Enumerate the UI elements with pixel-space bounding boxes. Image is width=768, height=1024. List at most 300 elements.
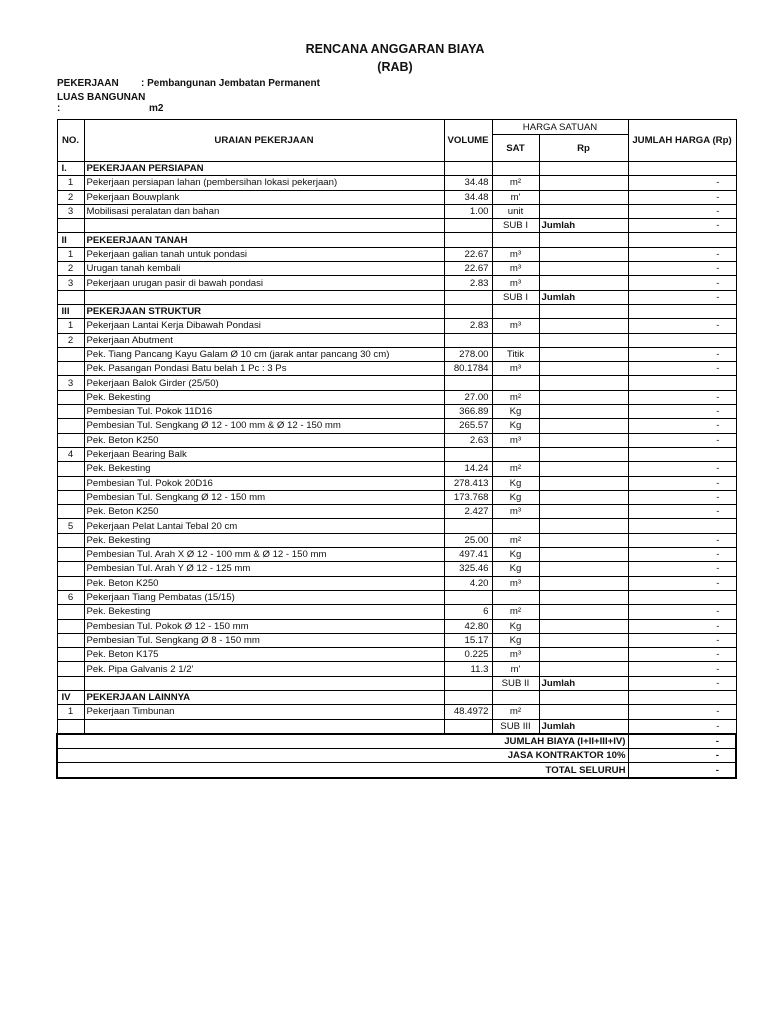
table-row: [57, 376, 736, 390]
row-no: 2: [57, 262, 84, 276]
sat-cell: m²: [492, 462, 539, 476]
volume-cell: 80.1784: [444, 362, 492, 376]
sat-cell: m³: [492, 362, 539, 376]
row-no: 1: [57, 176, 84, 190]
pekerjaan-value: : Pembangunan Jembatan Permanent: [141, 78, 320, 89]
volume-cell: 278.413: [444, 476, 492, 490]
row-no: I.: [57, 162, 84, 176]
rp-cell: [539, 505, 628, 519]
rp-cell: [539, 447, 628, 461]
volume-cell: 42.80: [444, 619, 492, 633]
row-no: 4: [57, 447, 84, 461]
jumlah-cell: -: [628, 462, 736, 476]
sat-cell: m³: [492, 576, 539, 590]
row-no: II: [57, 233, 84, 247]
summary-row: [57, 749, 736, 763]
volume-cell: 22.67: [444, 262, 492, 276]
section-row: [57, 304, 736, 318]
jumlah-cell: [628, 376, 736, 390]
row-no: [57, 390, 84, 404]
jumlah-cell: -: [628, 433, 736, 447]
uraian-cell: Pekerjaan Abutment: [84, 333, 444, 347]
uraian-cell: Pekerjaan urugan pasir di bawah pondasi: [84, 276, 444, 290]
luas-value: m2: [149, 103, 164, 114]
volume-cell: [444, 162, 492, 176]
sat-cell: SUB II: [492, 676, 539, 690]
rp-cell: [539, 648, 628, 662]
jumlah-cell: -: [628, 548, 736, 562]
uraian-cell: [84, 719, 444, 734]
table-row: [57, 276, 736, 290]
jumlah-cell: -: [628, 419, 736, 433]
sat-cell: [492, 519, 539, 533]
rp-cell: [539, 605, 628, 619]
rp-cell: [539, 619, 628, 633]
table-row: [57, 319, 736, 333]
row-no: [57, 505, 84, 519]
table-row: [57, 204, 736, 218]
table-row: [57, 362, 736, 376]
document-title: RENCANA ANGGARAN BIAYA: [305, 42, 485, 56]
uraian-cell: Pekerjaan Bouwplank: [84, 190, 444, 204]
row-no: [57, 362, 84, 376]
volume-cell: 0.225: [444, 648, 492, 662]
volume-cell: [444, 233, 492, 247]
sat-cell: Kg: [492, 419, 539, 433]
header-rp: Rp: [539, 135, 628, 162]
volume-cell: [444, 447, 492, 461]
sat-cell: m²: [492, 176, 539, 190]
sat-cell: m³: [492, 433, 539, 447]
rp-cell: [539, 405, 628, 419]
table-row: [57, 447, 736, 461]
rp-cell: [539, 548, 628, 562]
sat-cell: Kg: [492, 548, 539, 562]
section-row: [57, 233, 736, 247]
jumlah-cell: -: [628, 719, 736, 734]
sat-cell: [492, 333, 539, 347]
volume-cell: 34.48: [444, 190, 492, 204]
jumlah-cell: -: [628, 705, 736, 719]
row-no: [57, 662, 84, 676]
table-row: [57, 662, 736, 676]
table-row: [57, 333, 736, 347]
rp-cell: [539, 433, 628, 447]
table-row: [57, 619, 736, 633]
header-volume: VOLUME: [444, 120, 492, 162]
rp-cell: Jumlah: [539, 676, 628, 690]
table-row: [57, 247, 736, 261]
table-row: [57, 490, 736, 504]
uraian-cell: Pekerjaan Lantai Kerja Dibawah Pondasi: [84, 319, 444, 333]
rp-cell: [539, 204, 628, 218]
section-title: PEKEERJAAN TANAH: [84, 233, 444, 247]
volume-cell: [444, 376, 492, 390]
jumlah-cell: [628, 519, 736, 533]
jumlah-cell: -: [628, 405, 736, 419]
volume-cell: 2.83: [444, 319, 492, 333]
jumlah-cell: [628, 447, 736, 461]
summary-label: TOTAL SELURUH: [57, 763, 628, 778]
sat-cell: Kg: [492, 476, 539, 490]
area-info-row: [57, 92, 163, 114]
sat-cell: Kg: [492, 405, 539, 419]
table-body: [57, 162, 736, 734]
section-title: PEKERJAAN STRUKTUR: [84, 304, 444, 318]
uraian-cell: Pek. Beton K175: [84, 648, 444, 662]
header-sat: SAT: [492, 135, 539, 162]
rp-cell: [539, 347, 628, 361]
jumlah-cell: [628, 233, 736, 247]
jumlah-cell: -: [628, 347, 736, 361]
jumlah-cell: -: [628, 319, 736, 333]
rp-cell: [539, 490, 628, 504]
table-row: [57, 190, 736, 204]
uraian-cell: Pekerjaan Balok Girder (25/50): [84, 376, 444, 390]
volume-cell: [444, 290, 492, 304]
sat-cell: m³: [492, 247, 539, 261]
row-no: [57, 433, 84, 447]
sat-cell: [492, 447, 539, 461]
sat-cell: [492, 233, 539, 247]
uraian-cell: Pek. Pipa Galvanis 2 1/2': [84, 662, 444, 676]
rp-cell: [539, 690, 628, 704]
table-row: [57, 648, 736, 662]
rp-cell: [539, 705, 628, 719]
volume-cell: 173.768: [444, 490, 492, 504]
subtotal-row: [57, 219, 736, 233]
rp-cell: [539, 176, 628, 190]
volume-cell: 325.46: [444, 562, 492, 576]
jumlah-cell: -: [628, 262, 736, 276]
row-no: [57, 405, 84, 419]
table-row: [57, 390, 736, 404]
row-no: 2: [57, 190, 84, 204]
rp-cell: [539, 590, 628, 604]
summary-value: -: [628, 749, 736, 763]
section-title: PEKERJAAN PERSIAPAN: [84, 162, 444, 176]
table-row: [57, 505, 736, 519]
uraian-cell: Pek. Bekesting: [84, 533, 444, 547]
rp-cell: Jumlah: [539, 290, 628, 304]
uraian-cell: Pek. Pasangan Pondasi Batu belah 1 Pc : 3 Ps: [84, 362, 444, 376]
volume-cell: 11.3: [444, 662, 492, 676]
rp-cell: [539, 519, 628, 533]
jumlah-cell: -: [628, 533, 736, 547]
row-no: [57, 476, 84, 490]
summary-row: [57, 734, 736, 749]
jumlah-cell: -: [628, 576, 736, 590]
table-row: [57, 605, 736, 619]
volume-cell: 497.41: [444, 548, 492, 562]
table-row: [57, 590, 736, 604]
table-row: [57, 476, 736, 490]
rp-cell: [539, 333, 628, 347]
subtotal-row: [57, 290, 736, 304]
header-uraian: URAIAN PEKERJAAN: [84, 120, 444, 162]
volume-cell: 34.48: [444, 176, 492, 190]
sat-cell: Kg: [492, 562, 539, 576]
summary-row: [57, 763, 736, 778]
volume-cell: [444, 690, 492, 704]
uraian-cell: Pek. Beton K250: [84, 576, 444, 590]
uraian-cell: Urugan tanah kembali: [84, 262, 444, 276]
volume-cell: 48.4972: [444, 705, 492, 719]
row-no: [57, 633, 84, 647]
row-no: 5: [57, 519, 84, 533]
sat-cell: m²: [492, 605, 539, 619]
sat-cell: [492, 304, 539, 318]
sat-cell: m²: [492, 705, 539, 719]
rp-cell: [539, 419, 628, 433]
table-row: [57, 176, 736, 190]
rp-cell: Jumlah: [539, 219, 628, 233]
table-row: [57, 562, 736, 576]
volume-cell: 14.24: [444, 462, 492, 476]
jumlah-cell: -: [628, 505, 736, 519]
table-row: [57, 548, 736, 562]
jumlah-cell: -: [628, 290, 736, 304]
table-row: [57, 576, 736, 590]
volume-cell: 25.00: [444, 533, 492, 547]
sat-cell: Kg: [492, 619, 539, 633]
rp-cell: [539, 476, 628, 490]
jumlah-cell: -: [628, 176, 736, 190]
row-no: 1: [57, 247, 84, 261]
jumlah-cell: -: [628, 648, 736, 662]
uraian-cell: Pembesian Tul. Sengkang Ø 12 - 150 mm: [84, 490, 444, 504]
rp-cell: [539, 562, 628, 576]
volume-cell: 2.83: [444, 276, 492, 290]
uraian-cell: Pek. Tiang Pancang Kayu Galam Ø 10 cm (jarak antar pancang 30 cm): [84, 347, 444, 361]
sat-cell: SUB I: [492, 290, 539, 304]
rp-cell: [539, 247, 628, 261]
jumlah-cell: -: [628, 605, 736, 619]
uraian-cell: Pekerjaan persiapan lahan (pembersihan lokasi pekerjaan): [84, 176, 444, 190]
row-no: [57, 719, 84, 734]
sat-cell: m³: [492, 648, 539, 662]
summary-label: JUMLAH BIAYA (I+II+III+IV): [57, 734, 628, 749]
volume-cell: 278.00: [444, 347, 492, 361]
rp-cell: [539, 362, 628, 376]
jumlah-cell: -: [628, 276, 736, 290]
header-harga-satuan: HARGA SATUAN: [492, 120, 628, 135]
rp-cell: [539, 262, 628, 276]
rp-cell: Jumlah: [539, 719, 628, 734]
volume-cell: [444, 519, 492, 533]
rp-cell: [539, 376, 628, 390]
uraian-cell: Pekerjaan galian tanah untuk pondasi: [84, 247, 444, 261]
sat-cell: m³: [492, 262, 539, 276]
volume-cell: 15.17: [444, 633, 492, 647]
row-no: [57, 419, 84, 433]
jumlah-cell: -: [628, 662, 736, 676]
jumlah-cell: -: [628, 190, 736, 204]
jumlah-cell: [628, 333, 736, 347]
table-row: [57, 433, 736, 447]
uraian-cell: Pekerjaan Tiang Pembatas (15/15): [84, 590, 444, 604]
summary-body: [57, 734, 736, 778]
table-row: [57, 462, 736, 476]
project-info-row: [57, 78, 320, 89]
row-no: [57, 605, 84, 619]
row-no: [57, 576, 84, 590]
uraian-cell: Pekerjaan Pelat Lantai Tebal 20 cm: [84, 519, 444, 533]
jumlah-cell: -: [628, 676, 736, 690]
volume-cell: [444, 719, 492, 734]
uraian-cell: Mobilisasi peralatan dan bahan: [84, 204, 444, 218]
row-no: 1: [57, 319, 84, 333]
uraian-cell: Pek. Bekesting: [84, 605, 444, 619]
volume-cell: [444, 676, 492, 690]
rab-table: [56, 119, 737, 779]
rp-cell: [539, 233, 628, 247]
volume-cell: 4.20: [444, 576, 492, 590]
table-row: [57, 262, 736, 276]
summary-label: JASA KONTRAKTOR 10%: [57, 749, 628, 763]
sat-cell: m²: [492, 390, 539, 404]
volume-cell: [444, 304, 492, 318]
document-subtitle: (RAB): [377, 60, 413, 74]
uraian-cell: Pembesian Tul. Sengkang Ø 8 - 150 mm: [84, 633, 444, 647]
row-no: [57, 490, 84, 504]
header-no: NO.: [57, 120, 84, 162]
uraian-cell: [84, 219, 444, 233]
row-no: [57, 219, 84, 233]
row-no: III: [57, 304, 84, 318]
uraian-cell: Pekerjaan Timbunan: [84, 705, 444, 719]
table-row: [57, 633, 736, 647]
jumlah-cell: -: [628, 219, 736, 233]
uraian-cell: Pembesian Tul. Pokok 11D16: [84, 405, 444, 419]
table-row: [57, 419, 736, 433]
sat-cell: m³: [492, 319, 539, 333]
volume-cell: 2.427: [444, 505, 492, 519]
summary-value: -: [628, 734, 736, 749]
volume-cell: [444, 219, 492, 233]
jumlah-cell: -: [628, 204, 736, 218]
sat-cell: Kg: [492, 633, 539, 647]
row-no: [57, 533, 84, 547]
uraian-cell: Pembesian Tul. Pokok 20D16: [84, 476, 444, 490]
sat-cell: [492, 690, 539, 704]
volume-cell: 22.67: [444, 247, 492, 261]
table-row: [57, 519, 736, 533]
sat-cell: m': [492, 662, 539, 676]
row-no: 3: [57, 204, 84, 218]
uraian-cell: Pek. Bekesting: [84, 462, 444, 476]
luas-label: LUAS BANGUNAN :: [57, 92, 146, 114]
jumlah-cell: -: [628, 247, 736, 261]
uraian-cell: Pek. Beton K250: [84, 433, 444, 447]
volume-cell: 2.63: [444, 433, 492, 447]
sat-cell: m³: [492, 505, 539, 519]
jumlah-cell: [628, 690, 736, 704]
jumlah-cell: [628, 304, 736, 318]
rp-cell: [539, 304, 628, 318]
pekerjaan-label: PEKERJAAN: [57, 78, 119, 89]
sat-cell: [492, 590, 539, 604]
rp-cell: [539, 533, 628, 547]
row-no: 6: [57, 590, 84, 604]
subtotal-row: [57, 676, 736, 690]
rp-cell: [539, 633, 628, 647]
subtotal-row: [57, 719, 736, 734]
row-no: [57, 562, 84, 576]
sat-cell: SUB I: [492, 219, 539, 233]
uraian-cell: Pek. Beton K250: [84, 505, 444, 519]
row-no: 3: [57, 276, 84, 290]
volume-cell: 265.57: [444, 419, 492, 433]
uraian-cell: [84, 676, 444, 690]
volume-cell: [444, 333, 492, 347]
rp-cell: [539, 276, 628, 290]
section-row: [57, 690, 736, 704]
sat-cell: Kg: [492, 490, 539, 504]
jumlah-cell: -: [628, 490, 736, 504]
sat-cell: unit: [492, 204, 539, 218]
sat-cell: m²: [492, 533, 539, 547]
jumlah-cell: -: [628, 619, 736, 633]
uraian-cell: Pembesian Tul. Arah X Ø 12 - 100 mm & Ø 12 - 150 mm: [84, 548, 444, 562]
uraian-cell: [84, 290, 444, 304]
sat-cell: Titik: [492, 347, 539, 361]
volume-cell: 27.00: [444, 390, 492, 404]
volume-cell: 6: [444, 605, 492, 619]
jumlah-cell: -: [628, 390, 736, 404]
rp-cell: [539, 662, 628, 676]
table-row: [57, 405, 736, 419]
uraian-cell: Pembesian Tul. Arah Y Ø 12 - 125 mm: [84, 562, 444, 576]
rp-cell: [539, 162, 628, 176]
uraian-cell: Pembesian Tul. Pokok Ø 12 - 150 mm: [84, 619, 444, 633]
row-no: [57, 347, 84, 361]
row-no: 3: [57, 376, 84, 390]
uraian-cell: Pek. Bekesting: [84, 390, 444, 404]
sat-cell: m³: [492, 276, 539, 290]
volume-cell: 1.00: [444, 204, 492, 218]
row-no: [57, 619, 84, 633]
row-no: [57, 676, 84, 690]
rp-cell: [539, 390, 628, 404]
jumlah-cell: [628, 162, 736, 176]
sat-cell: [492, 162, 539, 176]
table-row: [57, 705, 736, 719]
volume-cell: 366.89: [444, 405, 492, 419]
summary-value: -: [628, 763, 736, 778]
row-no: IV: [57, 690, 84, 704]
jumlah-cell: -: [628, 362, 736, 376]
section-row: [57, 162, 736, 176]
sat-cell: [492, 376, 539, 390]
row-no: [57, 548, 84, 562]
sat-cell: m': [492, 190, 539, 204]
jumlah-cell: [628, 590, 736, 604]
row-no: [57, 290, 84, 304]
sat-cell: SUB III: [492, 719, 539, 734]
rp-cell: [539, 576, 628, 590]
row-no: 1: [57, 705, 84, 719]
row-no: [57, 462, 84, 476]
jumlah-cell: -: [628, 633, 736, 647]
rp-cell: [539, 462, 628, 476]
header-jumlah: JUMLAH HARGA (Rp): [628, 120, 736, 162]
row-no: 2: [57, 333, 84, 347]
jumlah-cell: -: [628, 476, 736, 490]
row-no: [57, 648, 84, 662]
section-title: PEKERJAAN LAINNYA: [84, 690, 444, 704]
volume-cell: [444, 590, 492, 604]
